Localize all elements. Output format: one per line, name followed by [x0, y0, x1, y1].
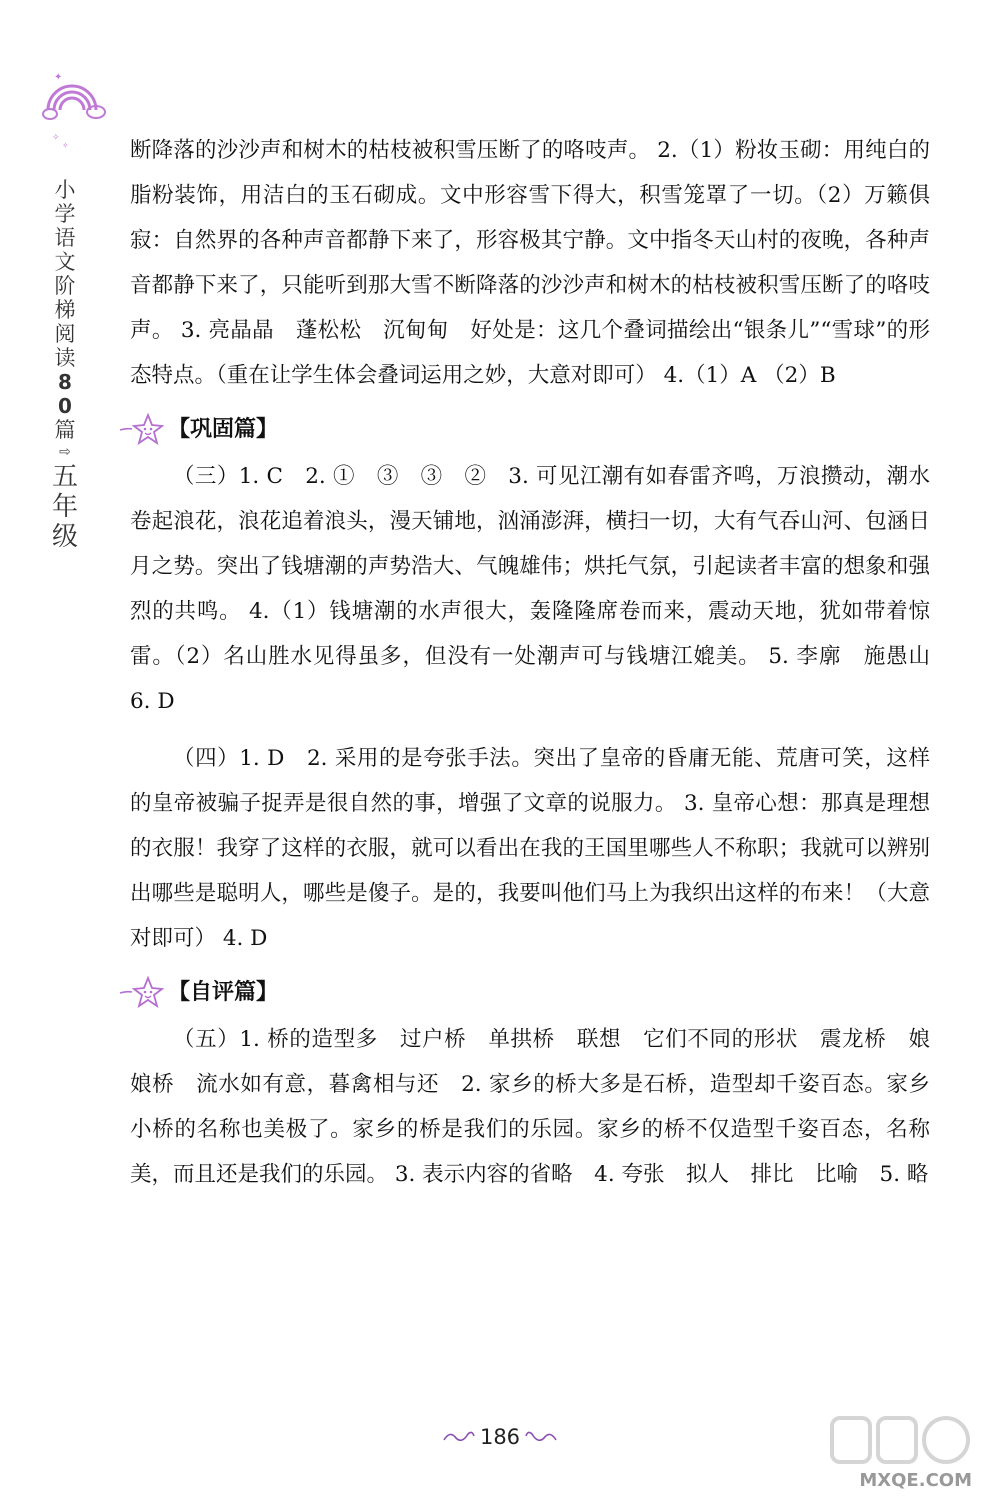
- title-char: 阅: [54, 322, 76, 346]
- grade-char: 五: [52, 462, 79, 492]
- star-face-icon: [118, 975, 164, 1009]
- title-char: 学: [54, 202, 76, 226]
- title-number: 80: [58, 370, 72, 418]
- title-char: 读: [54, 346, 76, 370]
- svg-text:✧: ✧: [62, 141, 69, 150]
- answer-paragraph: （四）1. D 2. 采用的是夸张手法。突出了皇帝的昏庸无能、荒唐可笑，这样的皇帝被骗子捉弄是很自然的事，增强了文章的说服力。 3. 皇帝心想：那真是理想的衣服！我穿了这样的衣服，就可以看出在我的王国里哪些人不称职；我就可以辨别出哪些是聪明人，哪些是傻子。是的，我要叫他们马上为我织出这样的布来！（大意对即可） 4. D: [130, 746, 930, 951]
- title-char: 小: [54, 178, 76, 202]
- page-number: 186: [479, 1425, 521, 1449]
- svg-text:✦: ✦: [54, 72, 63, 83]
- section-heading-self-evaluation: [130, 967, 930, 1017]
- grade-char: 级: [52, 522, 79, 552]
- title-char: 文: [54, 250, 76, 274]
- section-title: 【自评篇】: [168, 979, 279, 1005]
- series-title: [52, 178, 78, 552]
- section-title: 【巩固篇】: [168, 416, 279, 442]
- section-heading-consolidate: [130, 404, 930, 454]
- answer-content: [130, 128, 952, 1197]
- vine-ornament-icon: [524, 1428, 558, 1446]
- svg-text:✧: ✧: [52, 133, 60, 143]
- rainbow-icon: [38, 70, 108, 150]
- title-char: 篇: [54, 418, 76, 442]
- watermark-text: MXQE.COM: [859, 1470, 972, 1491]
- grade-char: 年: [52, 492, 79, 522]
- star-face-icon: [118, 412, 164, 446]
- title-char: 阶: [54, 274, 76, 298]
- title-char: 语: [54, 226, 76, 250]
- answer-paragraph: 断降落的沙沙声和树木的枯枝被积雪压断了的咯吱声。 2.（1）粉妆玉砌：用纯白的脂粉装饰，用洁白的玉石砌成。文中形容雪下得大，积雪笼罩了一切。（2）万籁俱寂：自然界的各种声音都静下来了，形容极其宁静。文中指冬天山村的夜晚，各种声音都静下来了，只能听到那大雪不断降落的沙沙声和树木的枯枝被积雪压断了的咯吱声。 3. 亮晶晶 蓬松松 沉甸甸 好处是：这几个叠词描绘出“银条儿”“雪球”的形态特点。（重在让学生体会叠词运用之妙，大意对即可） 4.（1）A （2）B: [130, 138, 930, 388]
- answer-paragraph: （三）1. C 2. ① ③ ③ ② 3. 可见江潮有如春雷齐鸣，万浪攒动，潮水卷起浪花，浪花追着浪头，漫天铺地，汹涌澎湃，横扫一切，大有气吞山河、包涵日月之势。突出了钱塘潮的声势浩大、气魄雄伟；烘托气氛，引起读者丰富的想象和强烈的共鸣。 4.（1）钱塘潮的水声很大，轰隆隆席卷而来，震动天地，犹如带着惊雷。（2）名山胜水见得虽多，但没有一处潮声可与钱塘江媲美。 5. 李廓 施愚山 6. D: [130, 464, 952, 714]
- vine-ornament-icon: [442, 1428, 476, 1446]
- title-char: 梯: [54, 298, 76, 322]
- arrow-icon: ⇨: [59, 444, 71, 460]
- answer-paragraph: （五）1. 桥的造型多 过户桥 单拱桥 联想 它们不同的形状 震龙桥 娘娘桥 流水如有意，暮禽相与还 2. 家乡的桥大多是石桥，造型却千姿百态。家乡小桥的名称也美极了。家乡的桥是我们的乐园。家乡的桥不仅造型千姿百态，名称美，而且还是我们的乐园。 3. 表示内容的省略 4. 夸张 拟人 排比 比喻 5. 略: [130, 1027, 930, 1187]
